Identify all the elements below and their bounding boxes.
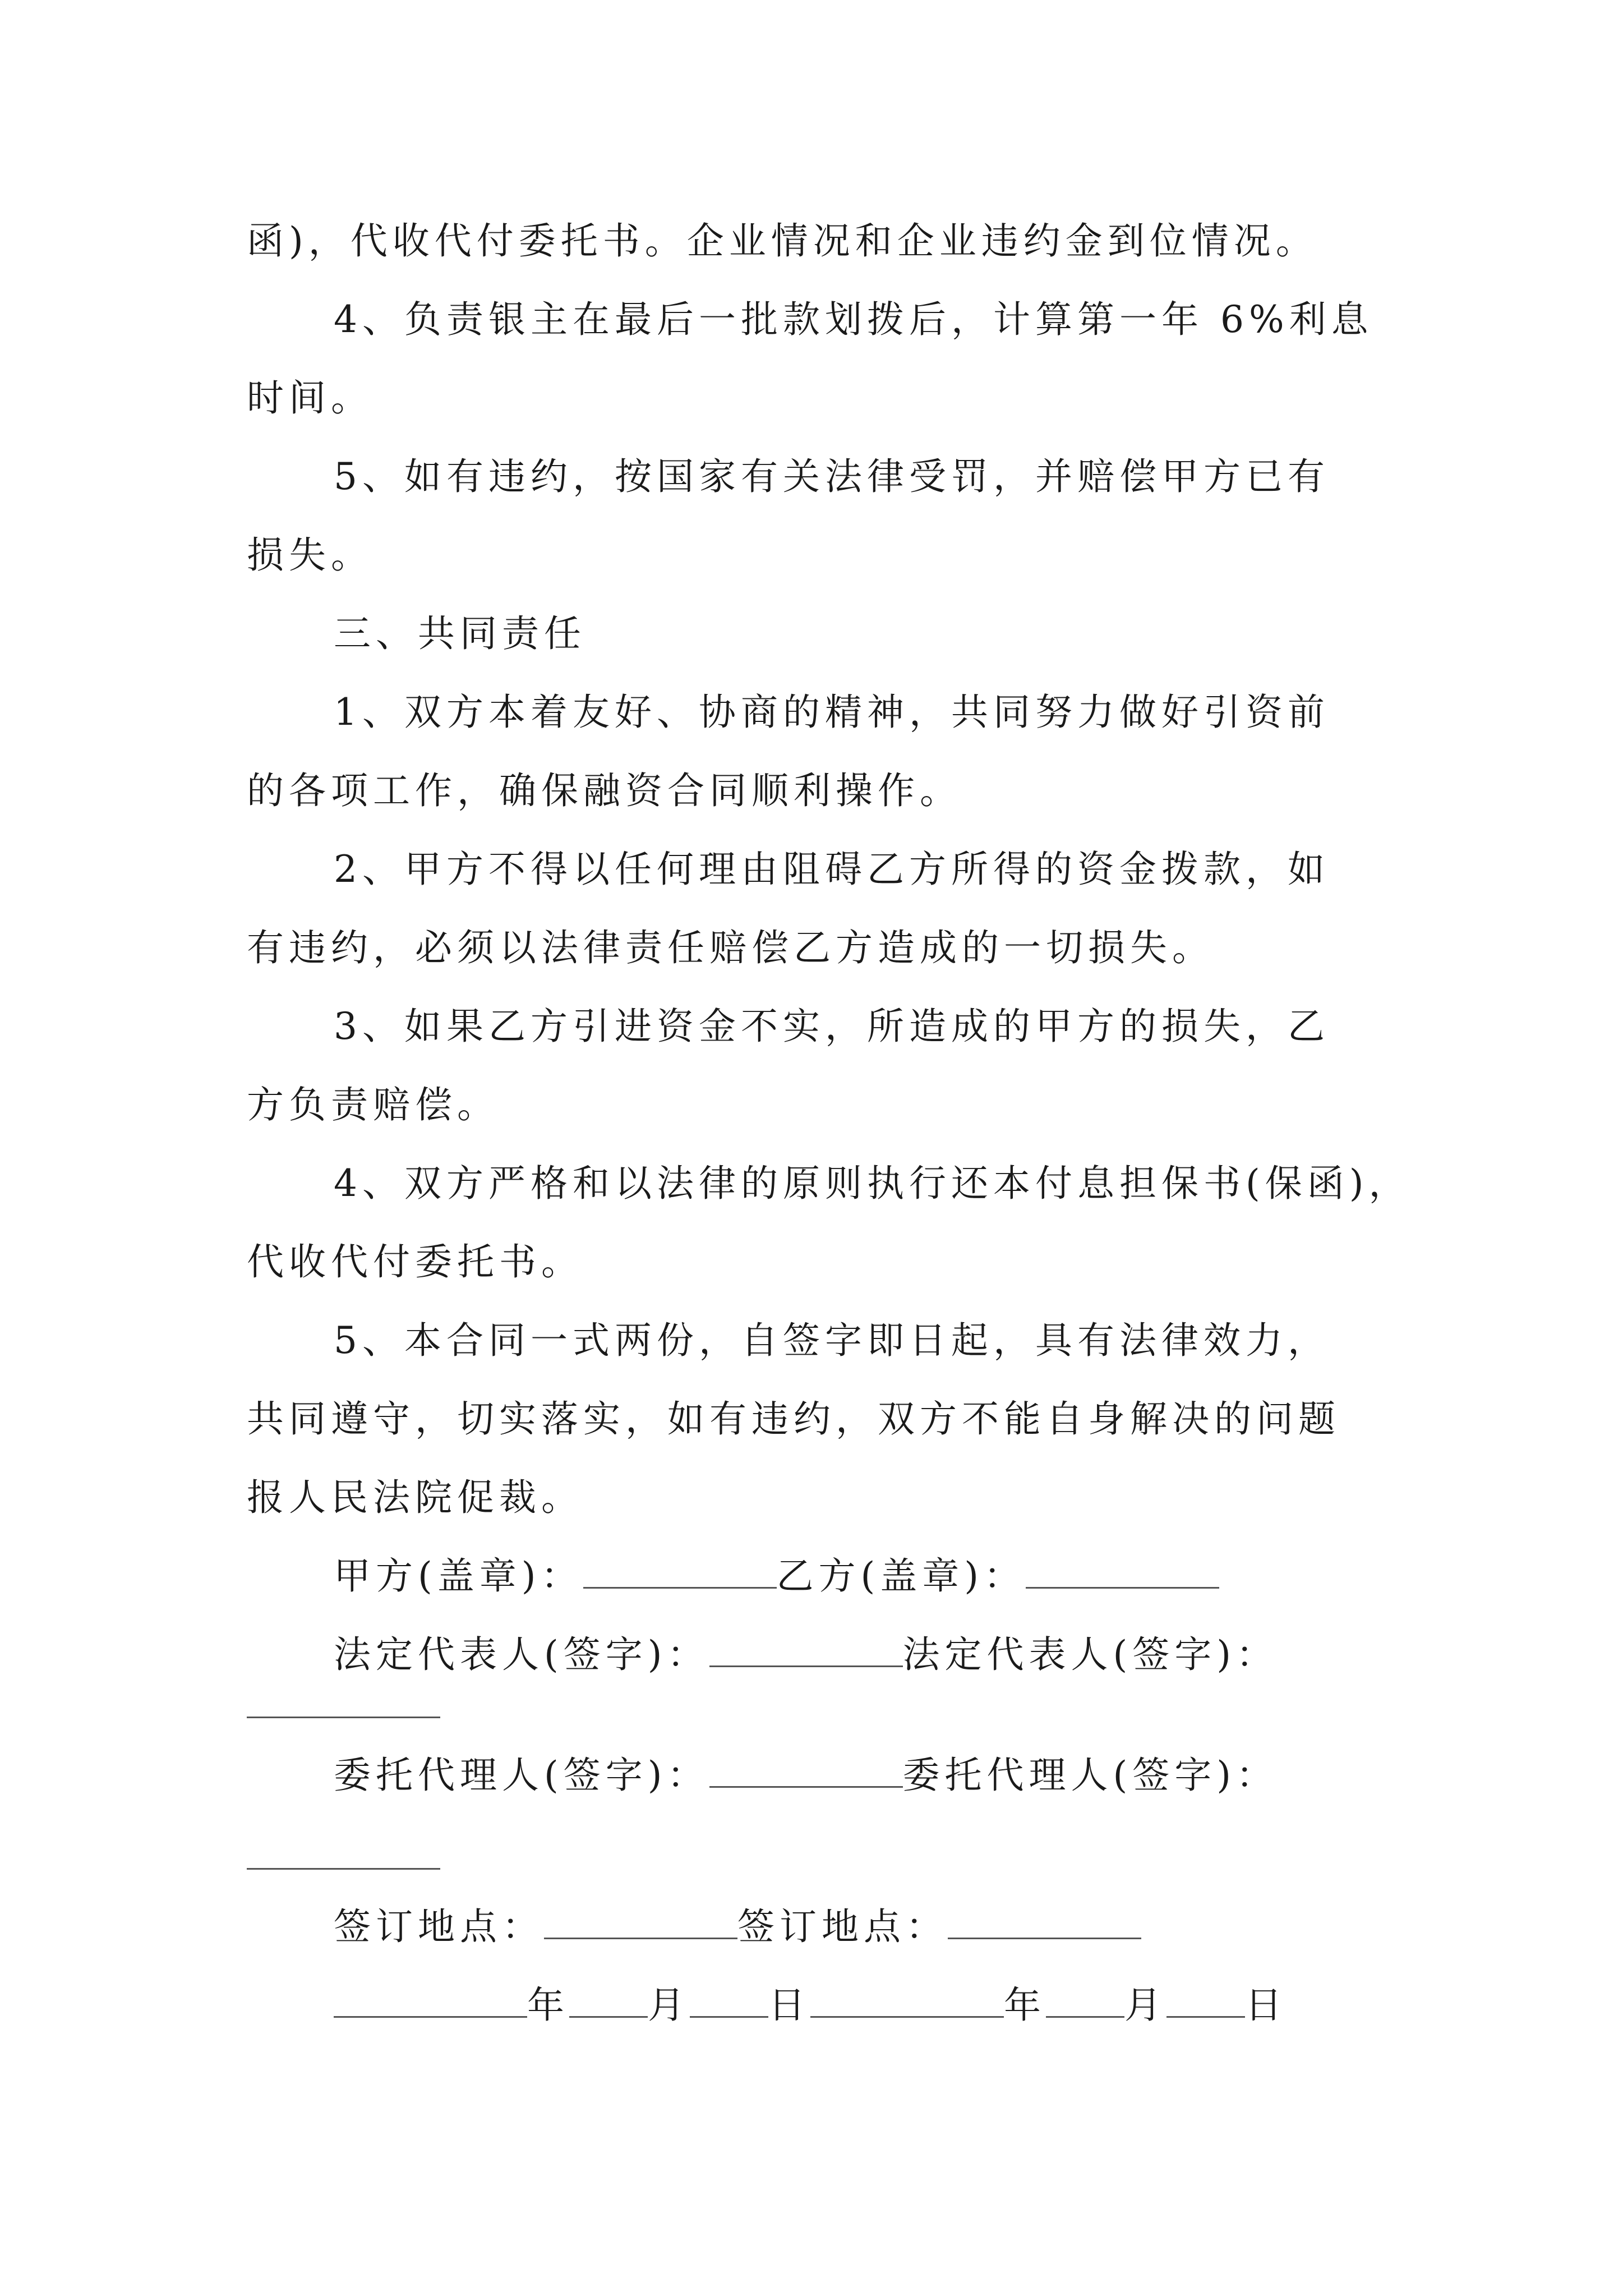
seal-row [334, 1551, 1478, 1602]
body-line-15: 5、本合同一式两份，自签字即日起，具有法律效力， [334, 1319, 1330, 1362]
party-b-seal-label: 乙方(盖章)： [776, 1554, 1026, 1598]
year-a-blank[interactable] [334, 1981, 527, 2018]
body-line-7: 1、双方本着友好、协商的精神，共同努力做好引资前 [334, 691, 1330, 734]
month-b-label: 月 [1124, 1984, 1166, 2027]
day-a-label: 日 [768, 1984, 810, 2027]
day-b-blank[interactable] [1166, 1981, 1245, 2018]
body-line-10: 有违约，必须以法律责任赔偿乙方造成的一切损失。 [247, 926, 1214, 969]
place-a-label: 签订地点： [334, 1905, 544, 1948]
month-a-label: 月 [648, 1984, 690, 2027]
body-line-4: 5、如有违约，按国家有关法律受罚，并赔偿甲方已有 [334, 455, 1330, 498]
year-b-label: 年 [1004, 1984, 1046, 2027]
body-line-1: 函)，代收代付委托书。企业情况和企业违约金到位情况。 [247, 219, 1318, 263]
agent-row [334, 1750, 1478, 1801]
body-line-11: 3、如果乙方引进资金不实，所造成的甲方的损失，乙 [334, 1005, 1330, 1048]
body-line-12: 方负责赔偿。 [247, 1083, 499, 1126]
party-b-seal-blank[interactable] [1026, 1552, 1219, 1589]
party-a-seal-label: 甲方(盖章)： [334, 1554, 583, 1598]
legal-rep-a-label: 法定代表人(签字)： [334, 1633, 709, 1676]
day-b-label: 日 [1245, 1984, 1287, 2027]
agent-b-blank[interactable] [247, 1868, 440, 1870]
place-a-blank[interactable] [544, 1903, 737, 1939]
month-a-blank[interactable] [569, 1981, 648, 2018]
year-b-blank[interactable] [810, 1981, 1004, 2018]
body-line-9: 2、甲方不得以任何理由阻碍乙方所得的资金拨款，如 [334, 848, 1330, 891]
agent-a-blank[interactable] [709, 1751, 903, 1788]
body-line-8: 的各项工作，确保融资合同顺利操作。 [247, 769, 962, 812]
legal-rep-b-blank[interactable] [247, 1717, 440, 1718]
section-heading: 三、共同责任 [334, 612, 586, 655]
body-line-13: 4、双方严格和以法律的原则执行还本付息担保书(保函)， [334, 1162, 1411, 1205]
place-b-blank[interactable] [948, 1903, 1141, 1939]
body-line-2: 4、负责银主在最后一批款划拨后，计算第一年 6%利息 [334, 298, 1373, 341]
party-a-seal-blank[interactable] [583, 1552, 777, 1589]
body-line-14: 代收代付委托书。 [247, 1240, 583, 1283]
place-row [334, 1902, 1478, 1952]
agent-a-label: 委托代理人(签字)： [334, 1754, 709, 1797]
place-b-label: 签订地点： [737, 1905, 948, 1948]
legal-rep-b-label: 法定代表人(签字)： [902, 1633, 1278, 1676]
day-a-blank[interactable] [690, 1981, 768, 2018]
month-b-blank[interactable] [1046, 1981, 1124, 2018]
body-line-5: 损失。 [247, 533, 373, 577]
year-a-label: 年 [527, 1984, 569, 2027]
body-line-16: 共同遵守，切实落实，如有违约，双方不能自身解决的问题 [247, 1397, 1340, 1441]
body-line-3: 时间。 [247, 376, 373, 420]
date-row [334, 1980, 1478, 2031]
body-line-17: 报人民法院促裁。 [247, 1476, 583, 1519]
agent-b-label: 委托代理人(签字)： [902, 1754, 1278, 1797]
legal-rep-row [334, 1630, 1478, 1680]
legal-rep-a-blank[interactable] [709, 1631, 903, 1667]
